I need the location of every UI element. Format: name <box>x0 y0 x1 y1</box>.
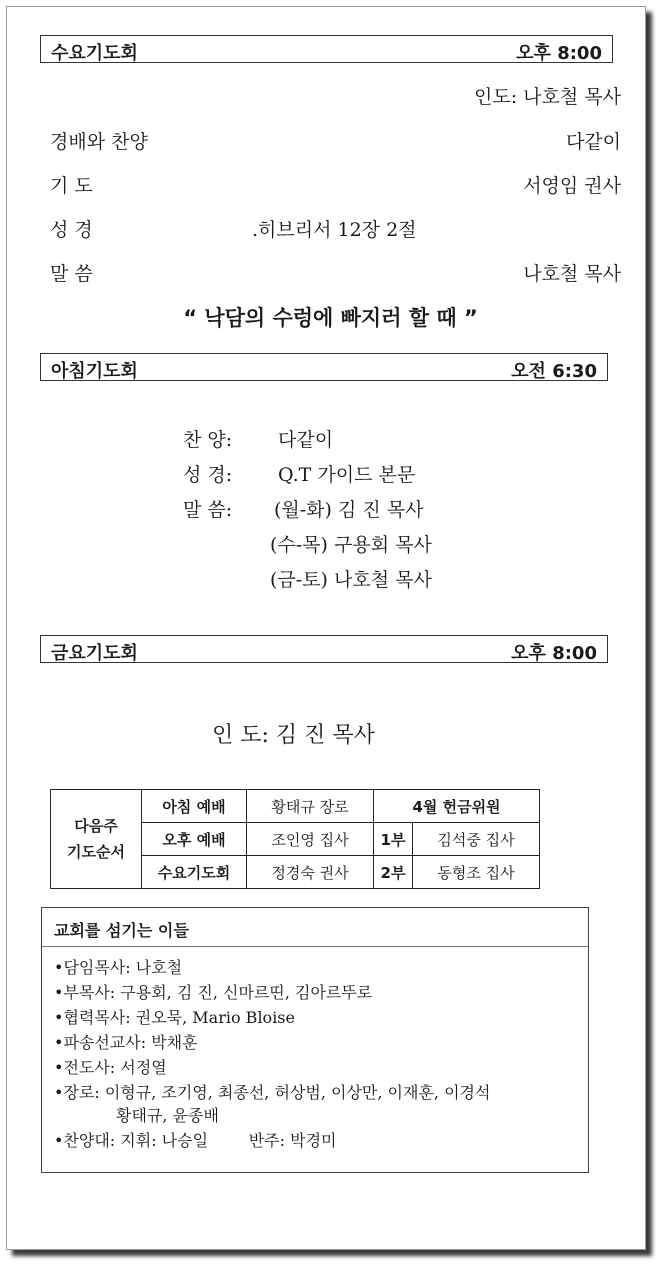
offering-person-1: 김석중 집사 <box>413 823 540 856</box>
friday-time: 오후 8:00 <box>511 643 597 664</box>
worship-label: 경배와 찬양 <box>50 131 148 153</box>
next-week-schedule-table <box>50 789 540 889</box>
offering-person-2: 동형조 집사 <box>413 856 540 889</box>
morning-scripture-value: Q.T 가이드 본문 <box>278 464 416 486</box>
servants-header <box>42 908 588 947</box>
morning-sermon-label: 말 씀: <box>183 499 233 521</box>
sermon-label: 말 씀 <box>50 263 93 285</box>
service-wednesday: 수요기도회 <box>142 856 247 889</box>
person-wednesday: 정경숙 권사 <box>247 856 374 889</box>
servant-elders-continued: 황태규, 윤종배 <box>116 1106 219 1125</box>
servant-senior-pastor: •담임목사: 나호철 <box>54 958 183 977</box>
servants-title: 교회를 섬기는 이들 <box>54 921 189 940</box>
scripture-label: 성 경 <box>50 219 93 241</box>
schedule-side-label <box>51 790 142 889</box>
prayer-label: 기 도 <box>50 175 93 197</box>
sermon-title: “ 낙담의 수렁에 빠지러 할 때 ” <box>183 306 478 330</box>
morning-sermon-wed-thu: (수-목) 구용회 목사 <box>270 534 432 556</box>
servant-associate-pastors: •부목사: 구용회, 김 진, 신마르띤, 김아르뚜로 <box>54 983 373 1002</box>
morning-header <box>40 353 608 381</box>
morning-sermon-mon-tue: (월-화) 김 진 목사 <box>274 499 424 521</box>
wednesday-time: 오후 8:00 <box>516 43 602 64</box>
sermon-value: 나호철 목사 <box>523 263 621 285</box>
morning-sermon-fri-sat: (금-토) 나호철 목사 <box>270 569 432 591</box>
servant-missionary: •파송선교사: 박채훈 <box>54 1033 198 1052</box>
person-afternoon: 조인영 집사 <box>247 823 374 856</box>
service-afternoon: 오후 예배 <box>142 823 247 856</box>
morning-praise-value: 다같이 <box>278 429 334 451</box>
morning-praise-label: 찬 양: <box>183 429 233 451</box>
friday-header <box>40 635 608 663</box>
morning-scripture-label: 성 경: <box>183 464 233 486</box>
servant-evangelist: •전도사: 서정열 <box>54 1058 167 1077</box>
side-label-line1: 다음주 <box>74 817 118 835</box>
prayer-value: 서영임 권사 <box>523 175 621 197</box>
service-morning: 아침 예배 <box>142 790 247 823</box>
offering-title: 4월 헌금위원 <box>374 790 540 823</box>
offering-part-2: 2부 <box>374 856 413 889</box>
morning-time: 오전 6:30 <box>511 361 597 382</box>
servant-cooperating-pastors: •협력목사: 권오묵, Mario Bloise <box>54 1008 295 1027</box>
person-morning: 황태규 장로 <box>247 790 374 823</box>
scripture-value: .히브리서 12장 2절 <box>252 219 417 241</box>
wednesday-title: 수요기도회 <box>51 43 138 64</box>
morning-title: 아침기도회 <box>51 361 138 382</box>
side-label-line2: 기도순서 <box>67 843 125 861</box>
servant-elders: •장로: 이형규, 조기영, 최종선, 허상범, 이상만, 이재훈, 이경석 <box>54 1083 491 1102</box>
friday-leader: 인 도: 김 진 목사 <box>212 723 375 748</box>
wednesday-leader: 인도: 나호철 목사 <box>474 86 621 108</box>
friday-title: 금요기도회 <box>51 643 138 664</box>
church-servants-box <box>41 907 589 1173</box>
worship-value: 다같이 <box>565 131 621 153</box>
wednesday-header <box>40 35 613 63</box>
servant-choir: •찬양대: 지휘: 나승일 반주: 박경미 <box>54 1131 337 1150</box>
offering-part-1: 1부 <box>374 823 413 856</box>
